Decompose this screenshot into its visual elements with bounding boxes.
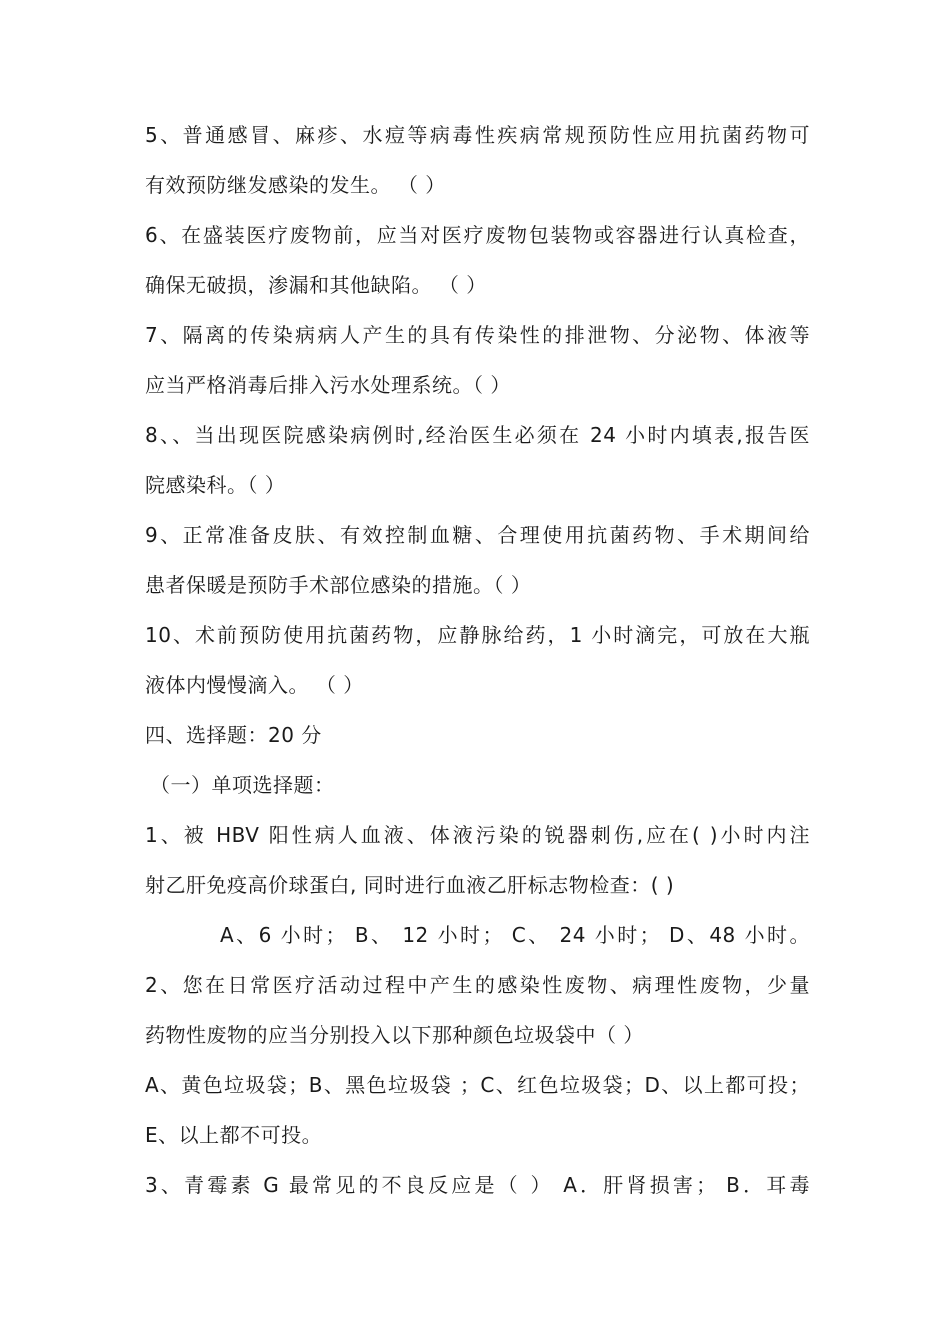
question-10-line-1: 10、术前预防使用抗菌药物，应静脉给药，1 小时滴完，可放在大瓶 (145, 623, 810, 647)
subsection-heading: （一）单项选择题： (150, 773, 335, 797)
choice-1-line-2: 射乙肝免疫高价球蛋白, 同时进行血液乙肝标志物检查：( ) (145, 873, 675, 897)
question-5-line-1: 5、普通感冒、麻疹、水痘等病毒性疾病常规预防性应用抗菌药物可 (145, 123, 810, 147)
question-6-line-1: 6、在盛装医疗废物前，应当对医疗废物包装物或容器进行认真检查， (145, 223, 810, 247)
question-8-line-1: 8、、当出现医院感染病例时,经治医生必须在 24 小时内填表,报告医 (145, 423, 810, 447)
question-8-line-2: 院感染科。（ ） (145, 473, 286, 497)
choice-2-options: A、黄色垃圾袋；B、黑色垃圾袋 ；C、红色垃圾袋；D、以上都可投； (145, 1073, 810, 1097)
choice-1-options: A、6 小时； B、 12 小时； C、 24 小时； D、48 小时。 (220, 923, 810, 947)
question-9-line-1: 9、正常准备皮肤、有效控制血糖、合理使用抗菌药物、手术期间给 (145, 523, 810, 547)
choice-2-line-2: 药物性废物的应当分别投入以下那种颜色垃圾袋中（ ） (145, 1023, 644, 1047)
question-10-line-2: 液体内慢慢滴入。 （ ） (145, 673, 364, 697)
question-5-line-2: 有效预防继发感染的发生。 （ ） (145, 173, 446, 197)
section-heading: 四、选择题：20 分 (145, 723, 322, 747)
question-7-line-2: 应当严格消毒后排入污水处理系统。（ ） (145, 373, 511, 397)
choice-2-options-cont: E、以上都不可投。 (145, 1123, 323, 1147)
question-9-line-2: 患者保暖是预防手术部位感染的措施。（ ） (145, 573, 532, 597)
question-7-line-1: 7、隔离的传染病病人产生的具有传染性的排泄物、分泌物、体液等 (145, 323, 810, 347)
question-6-line-2: 确保无破损，渗漏和其他缺陷。 （ ） (145, 273, 487, 297)
choice-2-line-1: 2、您在日常医疗活动过程中产生的感染性废物、病理性废物，少量 (145, 973, 810, 997)
choice-3-line-1: 3、青霉素 G 最常见的不良反应是（ ） A．肝肾损害； B．耳毒 (145, 1173, 810, 1197)
choice-1-line-1: 1、被 HBV 阳性病人血液、体液污染的锐器刺伤,应在( )小时内注 (145, 823, 810, 847)
